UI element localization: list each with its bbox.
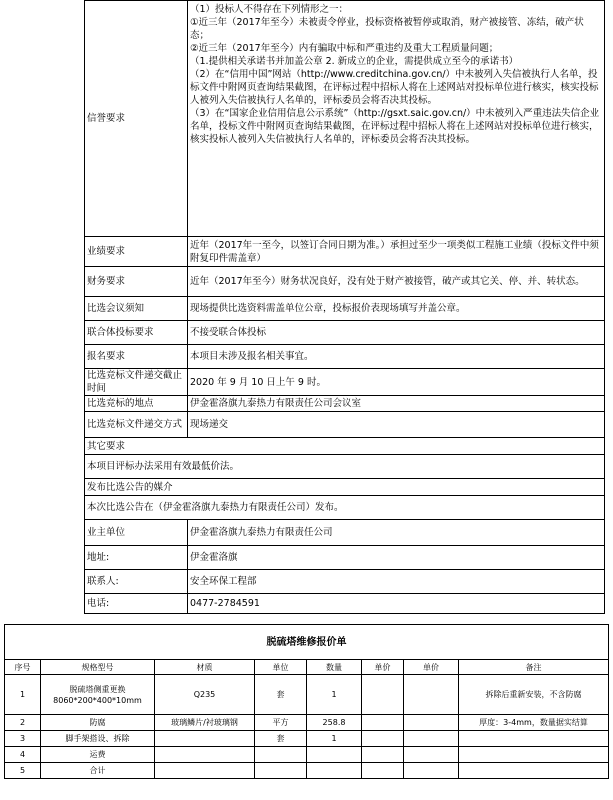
row2-quantity: 258.8 [307, 715, 362, 731]
media-heading: 发布比选公告的媒介 [85, 479, 605, 496]
consortium-label: 联合体投标要求 [85, 321, 188, 345]
row4-spec: 运费 [41, 747, 155, 763]
credit-line-1: （1）投标人不得存在下列情形之一： [190, 4, 349, 15]
registration-label: 报名要求 [85, 345, 188, 369]
row3-quantity: 1 [307, 731, 362, 747]
row5-unit-price[interactable] [362, 763, 404, 779]
col-header-remarks: 备注 [459, 660, 609, 675]
row3-material [155, 731, 255, 747]
phone-value: 0477-2784591 [188, 594, 605, 614]
row2-spec: 防腐 [41, 715, 155, 731]
deadline-value: 2020 年 9 月 10 日上午 9 时。 [188, 369, 605, 396]
deadline-label: 比选竞标文件递交截止时间 [85, 369, 188, 396]
address-label: 地址: [85, 546, 188, 570]
col-header-price: 单价 [404, 660, 459, 675]
credit-label: 信誉要求 [85, 1, 188, 237]
finance-value: 近年（2017年至今）财务状况良好，没有处于财产被接管，破产或其它关、停、并、转状态。 [188, 267, 605, 297]
evaluation-method: 本项目评标办法采用有效最低价法。 [85, 455, 605, 479]
col-header-unit-price: 单价 [362, 660, 404, 675]
row1-price[interactable] [404, 675, 459, 715]
owner-label: 业主单位 [85, 520, 188, 546]
registration-value: 本项目未涉及报名相关事宜。 [188, 345, 605, 369]
row4-remarks [459, 747, 609, 763]
owner-value: 伊金霍洛旗九泰热力有限责任公司 [188, 520, 605, 546]
col-header-material: 材质 [155, 660, 255, 675]
contact-value: 安全环保工程部 [188, 570, 605, 594]
row2-index: 2 [5, 715, 41, 731]
performance-label: 业绩要求 [85, 237, 188, 267]
venue-label: 比选竞标的地点 [85, 396, 188, 412]
contact-label: 联系人: [85, 570, 188, 594]
consortium-value: 不接受联合体投标 [188, 321, 605, 345]
row4-material [155, 747, 255, 763]
row4-quantity [307, 747, 362, 763]
other-requirements-heading: 其它要求 [85, 438, 605, 455]
finance-label: 财务要求 [85, 267, 188, 297]
row2-price[interactable] [404, 715, 459, 731]
meeting-label: 比选会议须知 [85, 297, 188, 321]
phone-label: 电话: [85, 594, 188, 614]
col-header-spec: 规格型号 [41, 660, 155, 675]
credit-line-5: （2）在“信用中国”网站（http://www.creditchina.gov.cn/）中未被列入失信被执行人名单，投标文件中附网页查询结果截图，在评标过程中招标人将在上述网站对投标单位进行核实，核实投标人被列入失信被执行人名单的，评标委员会将否决其投标。 [190, 69, 599, 106]
credit-requirements [188, 1, 605, 237]
row1-unit-price[interactable] [362, 675, 404, 715]
row3-price[interactable] [404, 731, 459, 747]
media-value: 本次比选公告在（伊金霍洛旗九泰热力有限责任公司）发布。 [85, 496, 605, 520]
row3-spec: 脚手架搭设、拆除 [41, 731, 155, 747]
row1-index: 1 [5, 675, 41, 715]
tender-info-table [84, 0, 605, 614]
row4-unit-price[interactable] [362, 747, 404, 763]
row1-material: Q235 [155, 675, 255, 715]
row3-index: 3 [5, 731, 41, 747]
submission-label: 比选竞标文件递交方式 [85, 412, 188, 438]
address-value: 伊金霍洛旗 [188, 546, 605, 570]
row5-index: 5 [5, 763, 41, 779]
col-header-quantity: 数量 [307, 660, 362, 675]
row2-unit: 平方 [255, 715, 307, 731]
credit-line-6: （3）在“国家企业信用信息公示系统”（http://gsxt.saic.gov.cn/）中未被列入严重违法失信企业名单，投标文件中附网页查询结果截图，在评标过程中招标人将在上述网站对投标单位进行核实，核实投标人被列入失信被执行人名单的，评标委员会将否决其投标。 [190, 108, 600, 145]
quote-sheet-title: 脱硫塔维修报价单 [5, 625, 609, 660]
row3-remarks [459, 731, 609, 747]
row2-unit-price[interactable] [362, 715, 404, 731]
submission-value: 现场递交 [188, 412, 605, 438]
row4-price[interactable] [404, 747, 459, 763]
venue-value: 伊金霍洛旗九泰热力有限责任公司会议室 [188, 396, 605, 412]
row4-index: 4 [5, 747, 41, 763]
row2-remarks: 厚度：3-4mm，数量据实结算 [459, 715, 609, 731]
row5-spec: 合计 [41, 763, 155, 779]
quote-sheet-table [4, 624, 609, 779]
credit-line-2: ①近三年（2017年至今）未被责令停业，投标资格被暂停或取消，财产被接管、冻结，破产状态； [190, 17, 584, 41]
row5-quantity [307, 763, 362, 779]
row3-unit: 套 [255, 731, 307, 747]
performance-value: 近年（2017年一至今，以签订合同日期为准。）承担过至少一项类似工程施工业绩（投标文件中须附复印件需盖章） [188, 237, 605, 267]
row5-remarks [459, 763, 609, 779]
row5-material [155, 763, 255, 779]
row1-remarks: 拆除后重新安装，不含防腐 [459, 675, 609, 715]
credit-line-3: ②近三年（2017年至今）内有骗取中标和严重违约及重大工程质量问题； [190, 43, 499, 54]
meeting-value: 现场提供比选资料需盖单位公章，投标报价表现场填写并盖公章。 [188, 297, 605, 321]
credit-line-4: （1.提供相关承诺书并加盖公章 2. 新成立的企业，需提供成立至今的承诺书） [190, 56, 519, 67]
row4-unit [255, 747, 307, 763]
row2-material: 玻璃鳞片/衬玻璃钢 [155, 715, 255, 731]
row5-price[interactable] [404, 763, 459, 779]
row1-quantity: 1 [307, 675, 362, 715]
row1-spec: 脱硫塔侧重更换 8060*200*400*10mm [41, 675, 155, 715]
row1-unit: 套 [255, 675, 307, 715]
col-header-index: 序号 [5, 660, 41, 675]
row5-unit [255, 763, 307, 779]
col-header-unit: 单位 [255, 660, 307, 675]
row3-unit-price[interactable] [362, 731, 404, 747]
